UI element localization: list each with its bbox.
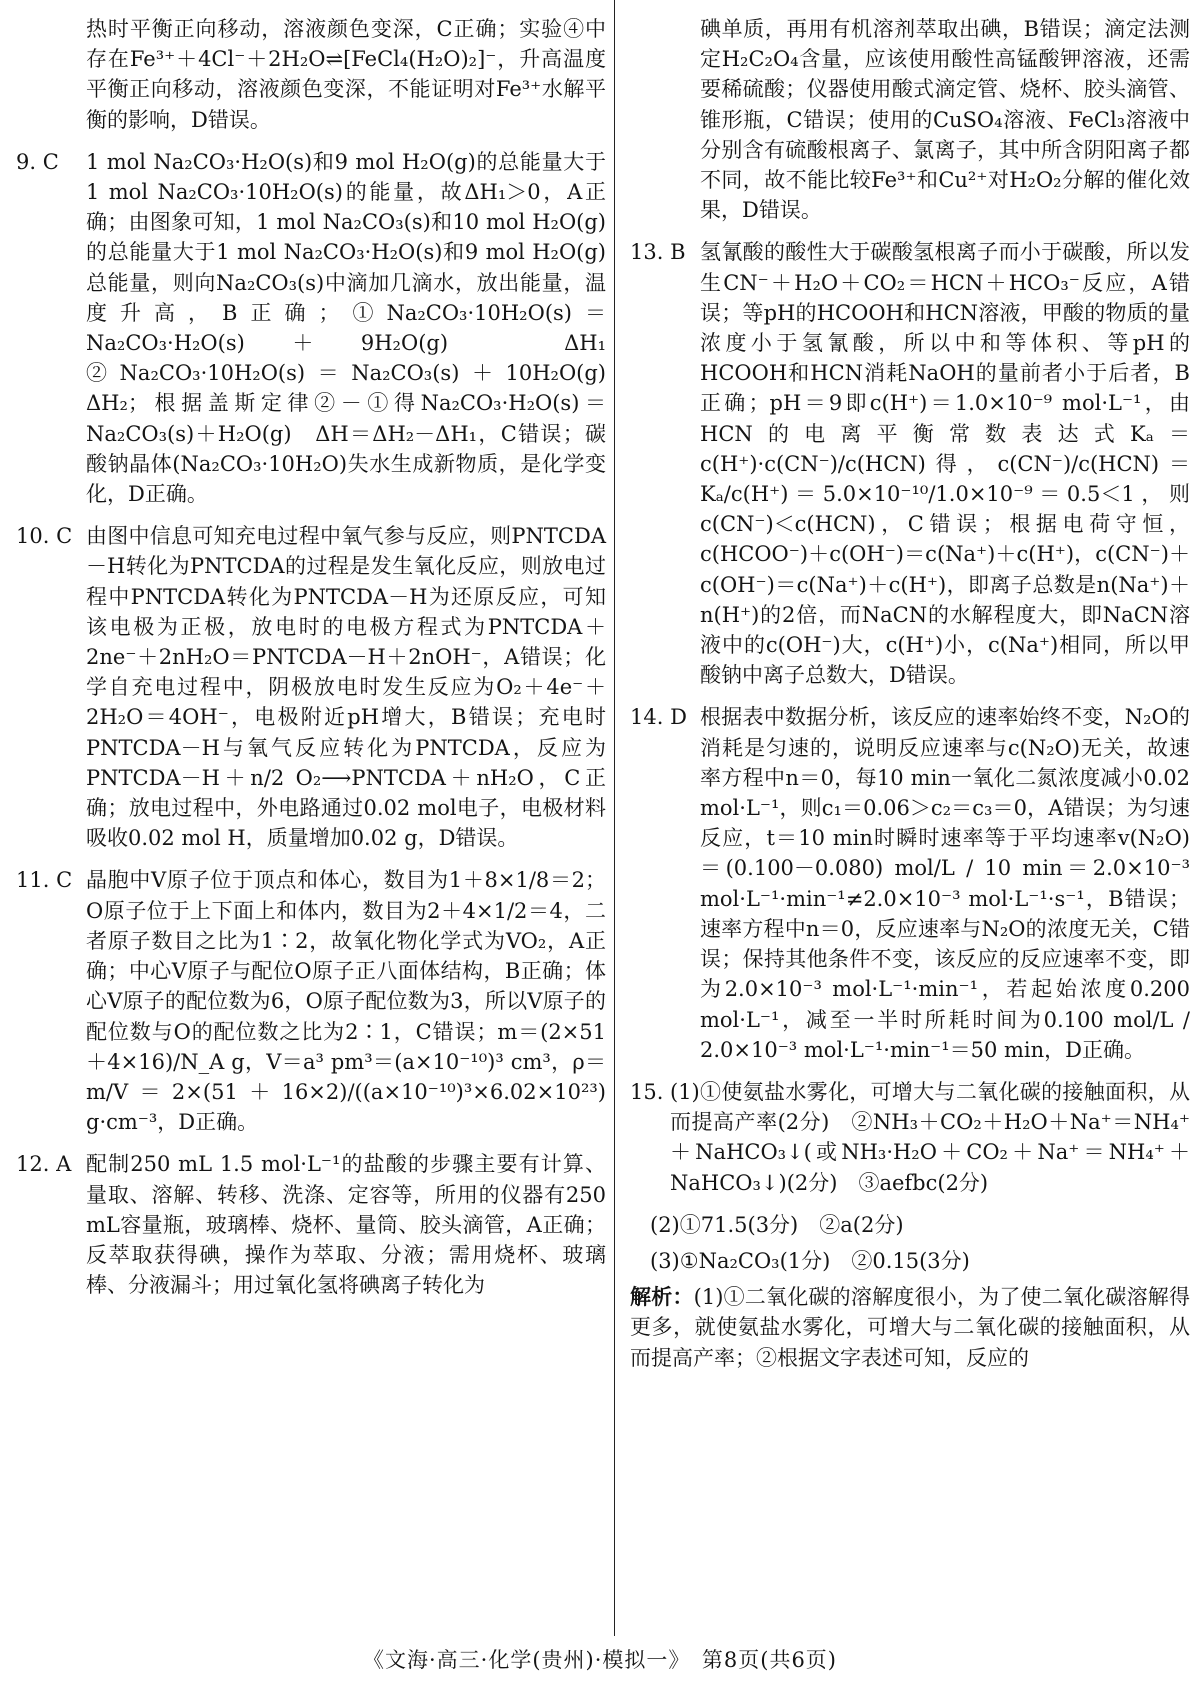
- answer-13-number: 13. B: [630, 240, 686, 265]
- continued-answer-12: 碘单质，再用有机溶剂萃取出碘，B错误；滴定法测定H₂C₂O₄含量，应该使用酸性高锰酸钾溶液，还需要稀硫酸；仪器使用酸式滴定管、烧杯、胶头滴管、锥形瓶，C错误；使用的CuSO₄溶液、FeCl₃溶液中分别含有硫酸根离子、氯离子，其中所含阴阳离子都不同，故不能比较Fe³⁺和Cu²⁺对H₂O₂分解的催化效果，D错误。: [700, 17, 1190, 223]
- answer-15: [630, 1077, 1190, 1198]
- answer-13-text: 氢氰酸的酸性大于碳酸氢根离子而小于碳酸，所以发生CN⁻＋H₂O＋CO₂＝HCN＋HCO₃⁻反应，A错误；等pH的HCOOH和HCN溶液，甲酸的物质的量浓度小于氢氰酸，所以中和等体积、等pH的HCOOH和HCN消耗NaOH的量前者小于后者，B正确；pH＝9即c(H⁺)＝1.0×10⁻⁹ mol·L⁻¹，由HCN的电离平衡常数表达式Kₐ＝c(H⁺)·c(CN⁻)/c(HCN)得，c(CN⁻)/c(HCN)＝Kₐ/c(H⁺)＝5.0×10⁻¹⁰/1.0×10⁻⁹＝0.5＜1，则c(CN⁻)＜c(HCN)，C错误；根据电荷守恒，c(HCOO⁻)＋c(OH⁻)＝c(Na⁺)＋c(H⁺)，c(CN⁻)＋c(OH⁻)＝c(Na⁺)＋c(H⁺)，即离子总数是n(Na⁺)＋n(H⁺)的2倍，而NaCN的水解程度大，即NaCN溶液中的c(OH⁻)大，c(H⁺)小，c(Na⁺)相同，所以甲酸钠中离子总数大，D错误。: [700, 240, 1190, 688]
- right-column: [630, 14, 1190, 1373]
- answer-15-part-3: (3)①Na₂CO₃(1分) ②0.15(3分): [650, 1248, 970, 1273]
- answer-14: [630, 702, 1190, 1064]
- answer-9-number: 9. C: [16, 149, 59, 174]
- analysis-label: 解析：: [630, 1284, 694, 1310]
- continued-answer-8: 热时平衡正向移动，溶液颜色变深，C正确；实验④中存在Fe³⁺＋4Cl⁻＋2H₂O⇌[FeCl₄(H₂O)₂]⁻，升高温度平衡正向移动，溶液颜色变深，不能证明对Fe³⁺水解平衡的影响，D错误。: [86, 17, 606, 132]
- column-divider: [614, 0, 615, 1636]
- answer-15-number: 15.: [630, 1079, 664, 1104]
- left-column: [16, 14, 627, 1312]
- answer-9: [16, 147, 627, 509]
- answer-12-text: 配制250 mL 1.5 mol·L⁻¹的盐酸的步骤主要有计算、量取、溶解、转移、洗涤、定容等，所用的仪器有250 mL容量瓶，玻璃棒、烧杯、量筒、胶头滴管，A正确；反萃取获得碘，操作为萃取、分液；需用烧杯、玻璃棒、分液漏斗；用过氧化氢将碘离子转化为: [86, 1152, 606, 1298]
- answer-10-text: 由图中信息可知充电过程中氧气参与反应，则PNTCDA－H转化为PNTCDA的过程是发生氧化反应，则放电过程中PNTCDA转化为PNTCDA－H为还原反应，可知该电极为正极，放电时的电极方程式为PNTCDA＋2ne⁻＋2nH₂O＝PNTCDA－H＋2nOH⁻，A错误；化学自充电过程中，阴极放电时发生反应为O₂＋4e⁻＋2H₂O＝4OH⁻，电极附近pH增大，B错误；充电时PNTCDA－H与氧气反应转化为PNTCDA，反应为PNTCDA－H＋n/2 O₂⟶PNTCDA＋nH₂O，C正确；放电过程中，外电路通过0.02 mol电子，电极材料吸收0.02 mol H，质量增加0.02 g，D错误。: [86, 524, 606, 851]
- answer-12: [16, 1149, 606, 1300]
- page-footer: 《文海·高三·化学(贵州)·模拟一》 第8页(共6页): [362, 1648, 838, 1672]
- answer-11-number: 11. C: [16, 868, 73, 893]
- answer-15-part-1: (1)①使氨盐水雾化，可增大与二氧化碳的接触面积，从而提高产率(2分) ②NH₃＋CO₂＋H₂O＋Na⁺＝NH₄⁺＋NaHCO₃↓(或NH₃·H₂O＋CO₂＋Na⁺＝NH₄⁺＋NaHCO₃↓)(2分) ③aefbc(2分): [670, 1079, 1190, 1195]
- answer-15-analysis: [630, 1282, 1190, 1373]
- answer-12-number: 12. A: [16, 1152, 72, 1177]
- answer-9-text: 1 mol Na₂CO₃·H₂O(s)和9 mol H₂O(g)的总能量大于1 mol Na₂CO₃·10H₂O(s)的能量，故ΔH₁＞0，A正确；由图象可知，1 mol Na₂CO₃(s)和10 mol H₂O(g)的总能量大于1 mol Na₂CO₃·H₂O(s)和9 mol H₂O(g)总能量，则向Na₂CO₃(s)中滴加几滴水，放出能量，温度升高，B正确；①Na₂CO₃·10H₂O(s)＝Na₂CO₃·H₂O(s)＋9H₂O(g) ΔH₁ ②Na₂CO₃·10H₂O(s)＝Na₂CO₃(s)＋10H₂O(g) ΔH₂；根据盖斯定律②－①得Na₂CO₃·H₂O(s)＝Na₂CO₃(s)＋H₂O(g) ΔH＝ΔH₂－ΔH₁，C错误；碳酸钠晶体(Na₂CO₃·10H₂O)失水生成新物质，是化学变化，D正确。: [86, 149, 627, 507]
- analysis-text: (1)①二氧化碳的溶解度很小，为了使二氧化碳溶解得更多，就使氨盐水雾化，可增大与二氧化碳的接触面积，从而提高产率；②根据文字表述可知，反应的: [630, 1285, 1191, 1370]
- answer-10-number: 10. C: [16, 524, 73, 549]
- answer-14-number: 14. D: [630, 705, 687, 730]
- answer-15-part-2: (2)①71.5(3分) ②a(2分): [650, 1212, 904, 1237]
- answer-11-text: 晶胞中V原子位于顶点和体心，数目为1＋8×1/8＝2；O原子位于上下面上和体内，数目为2＋4×1/2＝4，二者原子数目之比为1∶2，故氧化物化学式为VO₂，A正确；中心V原子与配位O原子正八面体结构，B正确；体心V原子的配位数为6，O原子配位数为3，所以V原子的配位数与O的配位数之比为2∶1，C错误；m＝(2×51＋4×16)/N_A g，V＝a³ pm³＝(a×10⁻¹⁰)³ cm³，ρ＝m/V＝2×(51＋16×2)/((a×10⁻¹⁰)³×6.02×10²³) g·cm⁻³，D正确。: [86, 868, 606, 1135]
- answer-11: [16, 865, 606, 1137]
- answer-14-text: 根据表中数据分析，该反应的速率始终不变，N₂O的消耗是匀速的，说明反应速率与c(N₂O)无关，故速率方程中n＝0，每10 min一氧化二氮浓度减小0.02 mol·L⁻¹，则c₁＝0.06＞c₂＝c₃＝0，A错误；为匀速反应，t＝10 min时瞬时速率等于平均速率v(N₂O)＝(0.100－0.080) mol/L / 10 min＝2.0×10⁻³ mol·L⁻¹·min⁻¹≠2.0×10⁻³ mol·L⁻¹·s⁻¹，B错误；速率方程中n＝0，反应速率与N₂O的浓度无关，C错误；保持其他条件不变，该反应的反应速率不变，即为2.0×10⁻³ mol·L⁻¹·min⁻¹，若起始浓度0.200 mol·L⁻¹，减至一半时所耗时间为0.100 mol/L / 2.0×10⁻³ mol·L⁻¹·min⁻¹＝50 min，D正确。: [700, 705, 1190, 1062]
- answer-13: [630, 237, 1190, 690]
- answer-10: [16, 521, 606, 853]
